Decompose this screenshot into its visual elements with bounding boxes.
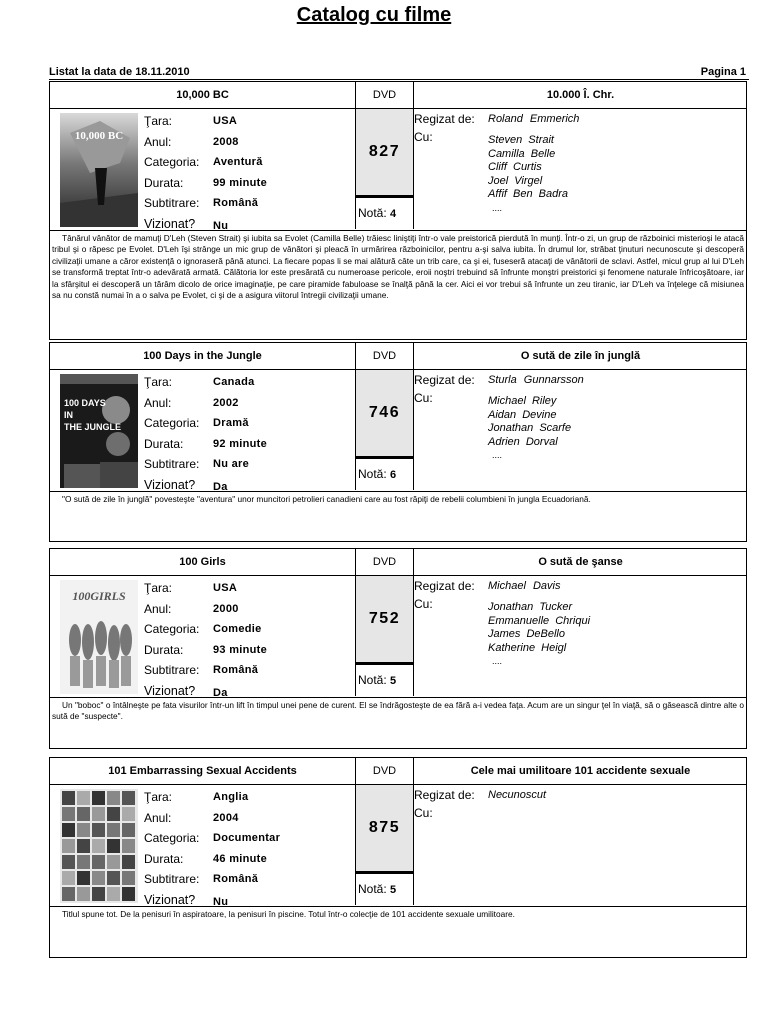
dvd-label: DVD	[355, 82, 414, 108]
page-number: Pagina 1	[700, 66, 746, 78]
duration-value: 46 minute	[213, 852, 268, 865]
film-poster	[60, 789, 138, 903]
film-header-row	[50, 549, 746, 576]
film-header-row	[50, 82, 746, 109]
film-romanian-title: O sută de şanse	[538, 556, 623, 568]
year-label: Anul:	[144, 601, 172, 616]
country-label: Ţara:	[144, 581, 173, 596]
film-description: Un "boboc" o întâlneşte pe fata visurilor într-un lift în timpul unei pene de curent. El se îndrăgosteşte de ea fără a-i vedea faţa. Acum are un singur ţel în viaţă, să o găsească dintre alte o sută de "suspecte".	[50, 697, 746, 723]
subtitles-label: Subtitrare:	[144, 196, 200, 211]
category-value: Documentar	[213, 832, 281, 845]
film-poster	[60, 113, 138, 227]
film-card-1	[49, 81, 747, 340]
dvd-label: DVD	[355, 549, 414, 575]
director-value: Michael Davis	[488, 580, 561, 592]
director-label: Regizat de:	[414, 112, 475, 126]
cast-member: Adrien Dorval	[488, 435, 558, 448]
country-label: Ţara:	[144, 114, 173, 129]
film-description: Titlul spune tot. De la penisuri în aspiratoare, la penisuri în piscine. Totul într-o colecţie de 101 accidente sexuale umilitoare.	[50, 906, 746, 920]
dvd-column	[355, 785, 414, 905]
country-value: USA	[213, 582, 238, 595]
film-original-title: 10,000 BC	[176, 89, 229, 101]
category-value: Dramă	[213, 417, 249, 430]
note-label: Notă:	[358, 467, 387, 481]
watched-value: Nu	[213, 895, 229, 908]
year-value: 2004	[213, 811, 239, 824]
cast-member: Jonathan Scarfe	[488, 422, 572, 434]
watched-label: Vizionat?	[144, 892, 196, 907]
cast-member: Joel Virgel	[488, 174, 543, 187]
film-details	[144, 787, 354, 910]
listing-date: Listat la data de 18.11.2010	[49, 66, 190, 78]
film-header-row	[50, 343, 746, 370]
film-romanian-title: Cele mai umilitoare 101 accidente sexuale	[470, 765, 691, 777]
film-details	[144, 578, 354, 701]
year-label: Anul:	[144, 810, 172, 825]
watched-label: Vizionat?	[144, 216, 196, 231]
cast-member: Cliff Curtis	[488, 161, 542, 173]
poster-title: 10,000 BC	[74, 130, 124, 142]
page-title: Catalog cu filme	[296, 4, 452, 26]
rating	[358, 673, 396, 687]
country-value: Anglia	[213, 791, 249, 804]
cast-member: Michael Riley	[488, 395, 557, 407]
director-value: Necunoscut	[488, 789, 547, 801]
duration-value: 92 minute	[213, 437, 268, 450]
category-label: Categoria:	[144, 831, 200, 846]
film-poster	[60, 580, 138, 694]
subtitles-value: Nu are	[213, 458, 250, 471]
dvd-number: 746	[356, 370, 413, 459]
category-label: Categoria:	[144, 155, 200, 170]
note-value: 5	[390, 884, 397, 896]
rating	[358, 206, 396, 220]
watched-value: Nu	[213, 219, 229, 232]
duration-label: Durata:	[144, 175, 184, 190]
director-label: Regizat de:	[414, 373, 475, 387]
duration-value: 99 minute	[213, 176, 268, 189]
cast-member: Steven Strait	[488, 134, 554, 146]
film-card-3	[49, 548, 747, 749]
cast-more: ....	[492, 450, 503, 460]
cast-label: Cu:	[414, 130, 433, 144]
category-label: Categoria:	[144, 622, 200, 637]
film-card-4	[49, 757, 747, 958]
year-label: Anul:	[144, 395, 172, 410]
film-details	[144, 111, 354, 234]
cast-member: James DeBello	[488, 628, 565, 640]
note-value: 4	[390, 208, 397, 220]
director-value: Sturla Gunnarsson	[488, 374, 584, 386]
film-romanian-title: O sută de zile în junglă	[520, 350, 641, 362]
category-label: Categoria:	[144, 416, 200, 431]
subtitles-value: Română	[213, 873, 259, 886]
cast-more: ....	[492, 202, 503, 213]
cast-label: Cu:	[414, 806, 433, 820]
film-credits	[414, 788, 744, 820]
subtitles-value: Română	[213, 664, 259, 677]
film-romanian-title: 10.000 Î. Chr.	[546, 89, 615, 101]
note-label: Notă:	[358, 882, 387, 896]
dvd-label: DVD	[355, 758, 414, 784]
director-value: Roland Emmerich	[488, 113, 580, 125]
cast-label: Cu:	[414, 597, 433, 611]
film-poster	[60, 374, 138, 488]
watched-label: Vizionat?	[144, 683, 196, 698]
duration-label: Durata:	[144, 851, 184, 866]
dvd-number: 875	[356, 785, 413, 874]
note-value: 6	[390, 469, 397, 481]
subtitles-label: Subtitrare:	[144, 872, 200, 887]
film-original-title: 100 Girls	[179, 556, 226, 568]
cast-more: ....	[492, 656, 503, 666]
dvd-column	[355, 109, 414, 229]
film-credits	[414, 112, 744, 213]
film-original-title: 100 Days in the Jungle	[143, 350, 262, 362]
cast-member: Aidan Devine	[488, 408, 557, 421]
film-details	[144, 372, 354, 495]
year-value: 2002	[213, 396, 239, 409]
cast-list	[488, 395, 571, 463]
subtitles-label: Subtitrare:	[144, 663, 200, 678]
dvd-column	[355, 576, 414, 696]
category-value: Comedie	[213, 623, 262, 636]
category-value: Aventură	[213, 156, 263, 169]
subtitles-value: Română	[213, 197, 259, 210]
poster-title: 100GIRLS	[72, 589, 126, 603]
dvd-number: 827	[356, 109, 413, 198]
film-card-2	[49, 342, 747, 542]
note-label: Notă:	[358, 673, 387, 687]
film-original-title: 101 Embarrassing Sexual Accidents	[108, 765, 297, 777]
country-label: Ţara:	[144, 790, 173, 805]
note-value: 5	[390, 675, 397, 687]
director-label: Regizat de:	[414, 788, 475, 802]
director-label: Regizat de:	[414, 579, 475, 593]
country-value: Canada	[213, 376, 255, 389]
film-credits	[414, 579, 744, 666]
watched-label: Vizionat?	[144, 477, 196, 492]
year-value: 2008	[213, 135, 239, 148]
poster-title: 100 DAYS IN THE JUNGLE	[64, 398, 122, 432]
film-description: "O sută de zile în junglă" povesteşte "aventura" unor muncitori petrolieri canadieni care au fost răpiţi de rebelii columbieni în jungla Ecuadoriană.	[50, 491, 746, 505]
watched-value: Da	[213, 686, 228, 699]
duration-label: Durata:	[144, 436, 184, 451]
year-label: Anul:	[144, 134, 172, 149]
film-header-row	[50, 758, 746, 785]
country-label: Ţara:	[144, 375, 173, 390]
cast-member: Jonathan Tucker	[488, 601, 573, 613]
year-value: 2000	[213, 602, 239, 615]
rating	[358, 467, 396, 481]
subtitles-label: Subtitrare:	[144, 457, 200, 472]
watched-value: Da	[213, 480, 228, 493]
cast-member: Katherine Heigl	[488, 641, 567, 654]
duration-value: 93 minute	[213, 643, 268, 656]
cast-list	[488, 601, 590, 669]
country-value: USA	[213, 115, 238, 128]
cast-member: Camilla Belle	[488, 147, 556, 160]
cast-label: Cu:	[414, 391, 433, 405]
duration-label: Durata:	[144, 642, 184, 657]
rating	[358, 882, 396, 896]
film-credits	[414, 373, 744, 460]
dvd-label: DVD	[355, 343, 414, 369]
cast-list	[488, 134, 568, 215]
header-divider	[49, 79, 749, 80]
dvd-number: 752	[356, 576, 413, 665]
film-description: Tânărul vânător de mamuţi D'Leh (Steven Strait) şi iubita sa Evolet (Camilla Belle) trăiesc liniştiţi într-o vale preistorică pierdută în munţi. Într-o zi, un grup de războinici misterioşi le atacă tribul şi o răpesc pe Evolet. D'Leh îşi strânge un mic grup de vânători şi pleacă în urmărirea războinicilor, pentru a-şi salva iubita. În drumul lor, străbat ţinuturi necunoscute şi descoperă civilizaţii umane a căror existenţă o ignoraseră până atunci. La fiecare popas li se mai alătură câte un trib care, ca şi ei, fuseseră atacaţi de vânătorii de sclavi. Astfel, micul grup al lui D'Leh se transformă treptat într-o adevărată armată. Călătoria lor este presărată cu numeroase pericole, eroii noştri trebuind să înfrunte monştri preistorici şi fenomene naturale înfricoşătoare, iar la sfârşitul ei descoperă un tărâm dicolo de orice imaginaţie, pe care piramide fabuloase se înalţă până la cer. Aici ei vor trebui să înfrunte un zeu tiranic, iar D'Leh va înţelege că misiunea sa nu constă numai în a o salva pe Evolet, ci şi de a asigura viitorul întregii civilizaţii umane.	[50, 230, 746, 301]
cast-member: Affif Ben Badra	[488, 188, 568, 200]
dvd-column	[355, 370, 414, 490]
note-label: Notă:	[358, 206, 387, 220]
cast-member: Emmanuelle Chriqui	[488, 614, 591, 627]
